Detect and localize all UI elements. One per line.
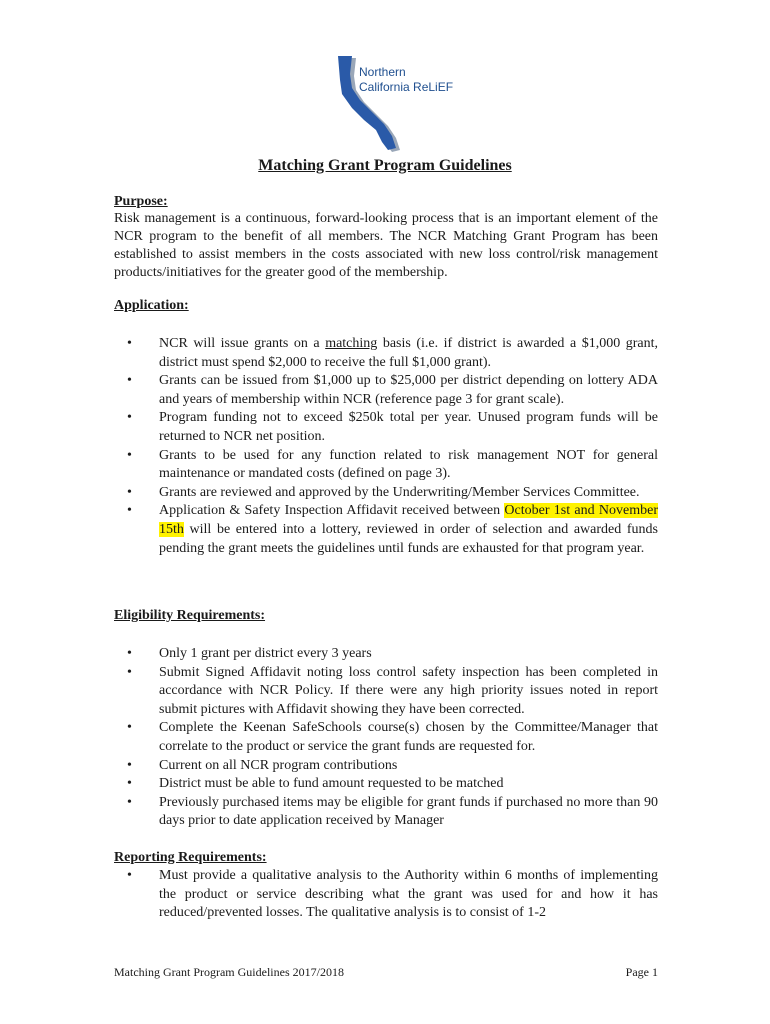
reporting-list xyxy=(114,867,658,923)
list-item: • Application & Safety Inspection Affidavit received between October 1st and November 15th will be entered into a lottery, reviewed in order of selection and awarded funds pending the grant meets the guidelines until funds are exhausted for that program year. xyxy=(114,502,658,558)
list-item: • Program funding not to exceed $250k total per year. Unused program funds will be returned to NCR net position. xyxy=(114,409,658,446)
purpose-text: Risk management is a continuous, forward-looking process that is an important element of the NCR program to the benefit of all members. The NCR Matching Grant Program has been established to assist members in the costs associated with new loss control/risk management products/initiatives for the greater good of the membership. xyxy=(114,211,658,280)
list-item: • Previously purchased items may be eligible for grant funds if purchased no more than 90 days prior to date application received by Manager xyxy=(114,794,658,831)
document-title: Matching Grant Program Guidelines xyxy=(258,157,512,174)
list-item: • Grants are reviewed and approved by the Underwriting/Member Services Committee. xyxy=(114,484,658,503)
purpose-heading: Purpose: xyxy=(114,194,168,209)
ncr-logo xyxy=(330,52,460,156)
footer-title: Matching Grant Program Guidelines 2017/2018 xyxy=(114,965,344,979)
application-heading: Application: xyxy=(114,298,189,313)
list-item: • Grants can be issued from $1,000 up to $25,000 per district depending on lottery ADA and years of membership within NCR (reference page 3 for grant scale). xyxy=(114,372,658,409)
list-item: • Must provide a qualitative analysis to the Authority within 6 months of implementing the product or service describing what the grant was used for and how it has reduced/prevented losses. The qualitative analysis is to consist of 1-2 xyxy=(114,867,658,923)
list-item: • NCR will issue grants on a matching basis (i.e. if district is awarded a $1,000 grant, district must spend $2,000 to receive the full $1,000 grant). xyxy=(114,335,658,372)
logo-text-line1: Northern xyxy=(359,65,406,79)
reporting-heading: Reporting Requirements: xyxy=(114,850,267,865)
highlighted-dates: October 1st and November 15th xyxy=(159,503,658,537)
page-number: Page 1 xyxy=(625,965,658,979)
application-list xyxy=(114,335,658,558)
list-item: • Submit Signed Affidavit noting loss control safety inspection has been completed in accordance with NCR Policy. If there were any high priority issues noted in report submit pictures with Affidavit showing they have been corrected. xyxy=(114,664,658,720)
eligibility-heading: Eligibility Requirements: xyxy=(114,608,266,623)
eligibility-list xyxy=(114,645,658,831)
list-item: • Current on all NCR program contributions xyxy=(114,757,658,776)
list-item: • District must be able to fund amount requested to be matched xyxy=(114,775,658,794)
list-item: • Complete the Keenan SafeSchools course(s) chosen by the Committee/Manager that correlate to the product or service the grant funds are requested for. xyxy=(114,719,658,756)
logo-text-line2: California ReLiEF xyxy=(359,80,454,94)
list-item: • Only 1 grant per district every 3 years xyxy=(114,645,658,664)
list-item: • Grants to be used for any function related to risk management NOT for general maintenance or mandated costs (defined on page 3). xyxy=(114,447,658,484)
